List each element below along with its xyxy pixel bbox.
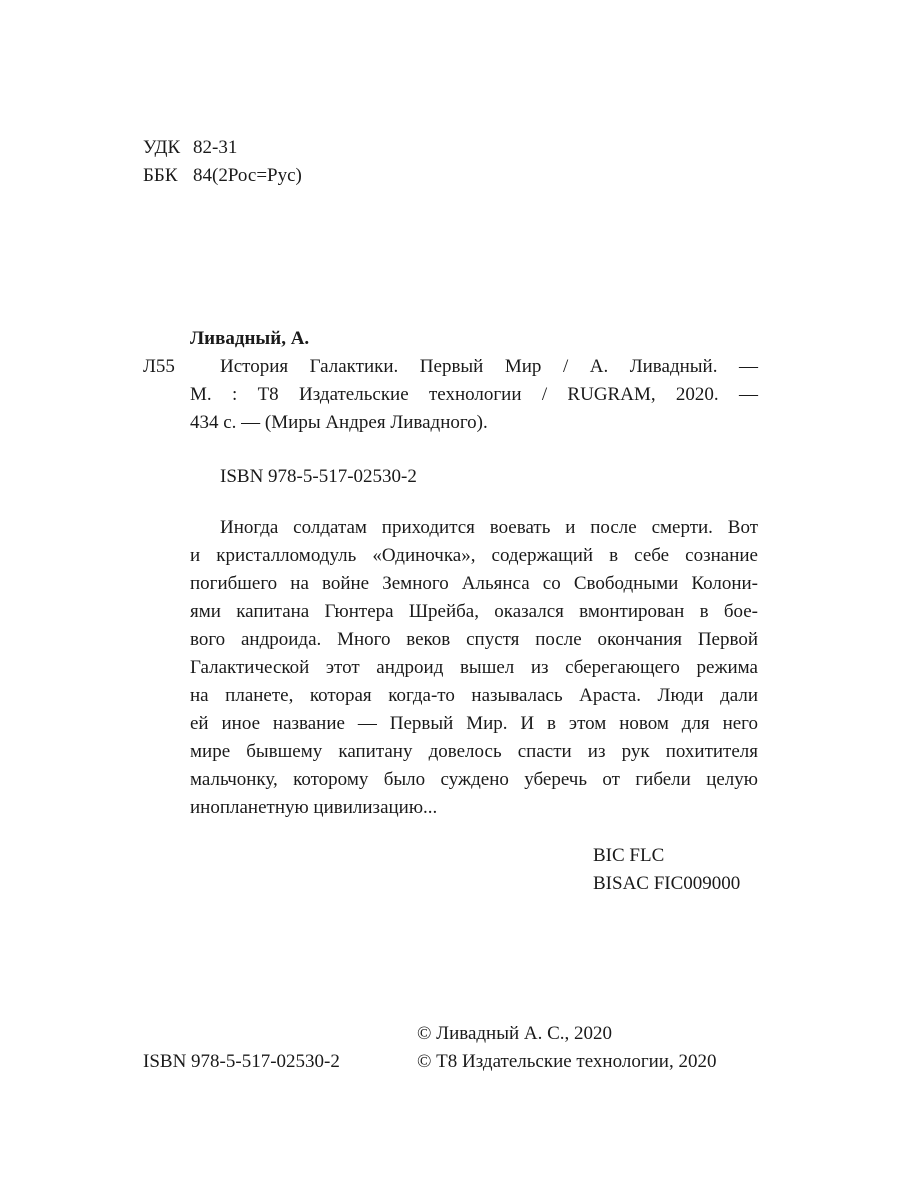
udk-row	[143, 134, 302, 162]
copyright-publisher: © Т8 Издательские технологии, 2020	[417, 1051, 717, 1072]
annotation-line: мире бывшему капитану довелось спасти из рук похитителя	[190, 741, 758, 762]
isbn-main: ISBN 978-5-517-02530-2	[220, 466, 417, 487]
annotation-line: погибшего на войне Земного Альянса со Свободными Колони-	[190, 573, 758, 594]
subject-codes	[593, 842, 740, 898]
udk-value: 82-31	[193, 137, 238, 158]
cutter-code: Л55	[143, 356, 175, 377]
annotation	[190, 514, 758, 822]
bibliographic-line: 434 с. — (Миры Андрея Ливадного).	[190, 412, 488, 433]
author-heading: Ливадный, А.	[190, 328, 310, 349]
bbk-row	[143, 162, 302, 190]
bibliographic-line: М. : Т8 Издательские технологии / RUGRAM, 2020. —	[190, 384, 758, 405]
bbk-label: ББК	[143, 165, 178, 186]
bic-code: BIC FLC	[593, 845, 665, 866]
copyright-author: © Ливадный А. С., 2020	[417, 1023, 613, 1044]
annotation-line: инопланетную цивилизацию...	[190, 797, 438, 818]
annotation-line: Иногда солдатам приходится воевать и после смерти. Вот	[220, 517, 758, 538]
annotation-line: ями капитана Гюнтера Шрейба, оказался вмонтирован в бое-	[190, 601, 758, 622]
annotation-line: и кристалломодуль «Одиночка», содержащий в себе сознание	[190, 545, 758, 566]
isbn-footer: ISBN 978-5-517-02530-2	[143, 1051, 340, 1072]
annotation-line: на планете, которая когда-то называлась Араста. Люди дали	[190, 685, 758, 706]
bisac-code: BISAC FIC009000	[593, 873, 741, 894]
bibliographic-record	[190, 353, 758, 437]
classification-block	[143, 134, 302, 190]
annotation-line: вого андроида. Много веков спустя после окончания Первой	[190, 629, 758, 650]
bbk-value: 84(2Рос=Рус)	[193, 165, 302, 186]
bibliographic-line: История Галактики. Первый Мир / А. Ливадный. —	[220, 356, 758, 377]
annotation-line: Галактической этот андроид вышел из сберегающего режима	[190, 657, 758, 678]
udk-label: УДК	[143, 137, 181, 158]
annotation-line: ей иное название — Первый Мир. И в этом новом для него	[190, 713, 758, 734]
annotation-line: мальчонку, которому было суждено уберечь от гибели целую	[190, 769, 758, 790]
copyright-block	[417, 1020, 716, 1076]
